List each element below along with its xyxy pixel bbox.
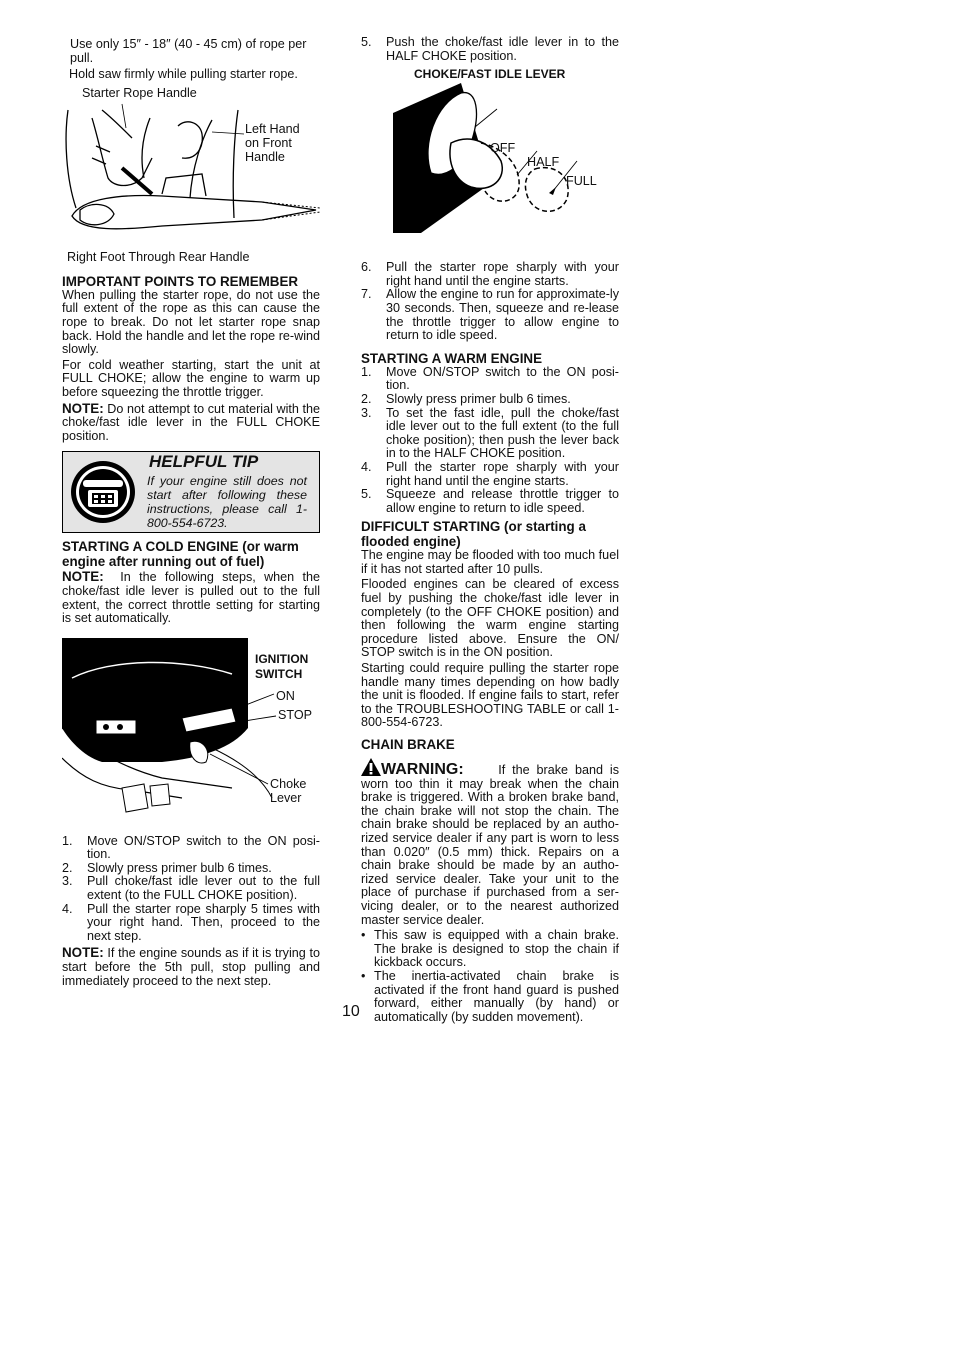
difficult-paragraph-1: The engine may be flooded with too much fuel if it has not started after 10 pulls. (361, 548, 619, 576)
important-paragraph-1: When pulling the starter rope, do not use the full extent of the rope as this can cause the rope to break. Do not let starter rope snap back. Hold the handle and let the rope re-wind slowly. (62, 287, 320, 357)
left-hand-label: Left Hand on Front Handle (245, 121, 300, 164)
cold-engine-note-2 (62, 946, 320, 988)
on-label: ON (276, 688, 295, 703)
warning-text: If the brake band is worn too thin it may break when the chain brake is triggered. With a broken brake band, the chain brake will not stop the chain. The chain brake should be replaced by an autho-rized service dealer if any part is worn to less than 0.020″ (0.5 mm) thick. Repairs on a chain brake should be made by an autho-rized service dealer. Take your unit to the place of purchase if purchased from a ser-vicing dealer, or to the nearest authorized master service dealer. (361, 763, 619, 927)
list-item: 2. Slowly press primer bulb 6 times. (62, 860, 272, 875)
choke-lever-label: Choke Lever (270, 776, 307, 805)
list-item: 3. To set the fast idle, pull the choke/fast idle lever out to the full extent (to the full choke position); then push the lever back in to the HALF CHOKE position. (361, 405, 619, 461)
stop-label: STOP (278, 707, 313, 722)
starting-position-figure (62, 84, 320, 264)
list-item: 7. Allow the engine to run for approximate-ly 30 seconds. Then, squeeze and re-lease the throttle trigger to allow engine to return to idle speed. (361, 287, 619, 343)
difficult-paragraph-2: Flooded engines can be cleared of excess fuel by pushing the choke/fast idle lever in completely (to the OFF CHOKE position) and then following the warm engine starting procedure listed above. Ensure the ON/ STOP switch is in the ON position. (361, 577, 619, 660)
right-column (361, 36, 619, 1024)
chain-brake-bullets (361, 929, 619, 1024)
warm-engine-heading: STARTING A WARM ENGINE (361, 350, 543, 366)
important-note (62, 402, 320, 444)
chain-brake-warning (361, 758, 619, 927)
cold-engine-heading: STARTING A COLD ENGINE (or warm engine after running out of fuel) (62, 539, 299, 570)
choke-lever-figure (361, 65, 619, 241)
ignition-switch-figure (62, 638, 320, 828)
note-label: NOTE: (62, 400, 104, 416)
important-heading: IMPORTANT POINTS TO REMEMBER (62, 273, 299, 289)
list-item: 4. Pull the starter rope sharply 5 times with your right hand. Then, proceed to the next step. (62, 901, 320, 943)
left-column (62, 38, 320, 988)
ignition-switch-label: IGNITION SWITCH (255, 651, 309, 681)
choke-fast-idle-lever-title: CHOKE/FAST IDLE LEVER (414, 67, 566, 82)
list-item: 5. Push the choke/fast idle lever in to the HALF CHOKE position. (361, 35, 619, 63)
list-item: • The inertia-activated chain brake is activated if the front hand guard is pushed forward, either manually (by hand) or automatically (by sudden movement). (361, 968, 619, 1024)
cold-engine-steps (62, 835, 320, 944)
right-foot-label: Right Foot Through Rear Handle (67, 249, 250, 264)
half-label: HALF (527, 155, 560, 170)
starter-rope-handle-label: Starter Rope Handle (82, 85, 197, 100)
helpful-tip-title: HELPFUL TIP (149, 452, 259, 472)
warm-engine-steps (361, 366, 619, 516)
list-item: 1. Move ON/STOP switch to the ON posi-tion. (62, 833, 320, 862)
list-item: 3. Pull choke/fast idle lever out to the full extent (to the FULL CHOKE position). (62, 874, 320, 903)
intro-rope-length: Use only 15″ - 18″ (40 - 45 cm) of rope per pull. (70, 37, 307, 65)
list-item: 1. Move ON/STOP switch to the ON posi-tion. (361, 364, 619, 393)
full-label: FULL (566, 174, 597, 189)
warning-icon (361, 758, 381, 776)
note-label: NOTE: (62, 945, 104, 961)
intro-hold-saw: Hold saw firmly while pulling starter rope. (69, 67, 298, 82)
warning-label: WARNING: (381, 761, 464, 778)
cold-engine-note-2-text: If the engine sounds as if it is trying to start before the 5th pull, stop pulling and immediately proceed to the next step. (62, 946, 320, 988)
telephone-icon (69, 459, 137, 525)
list-item: 2. Slowly press primer bulb 6 times. (361, 391, 571, 406)
cold-engine-note-text: In the following steps, when the choke/fast idle lever is pulled out to the full extent, the correct throttle setting for starting is set automatically. (62, 570, 320, 626)
off-label: OFF (490, 141, 516, 156)
difficult-paragraph-3: Starting could require pulling the starter rope handle many times depending on how badly the unit is flooded. If engine fails to start, refer to the TROUBLESHOOTING TABLE or call 1-800-554-6723. (361, 661, 619, 730)
cold-engine-note (62, 570, 320, 625)
list-item: 5. Squeeze and release throttle trigger to allow engine to return to idle speed. (361, 487, 619, 515)
page-number: 10 (342, 1003, 360, 1020)
difficult-starting-heading: DIFFICULT STARTING (or starting a flooded engine) (361, 519, 586, 550)
chainsaw-start-illustration (62, 98, 322, 248)
helpful-tip-box (62, 451, 320, 533)
choke-lever-illustration (391, 83, 611, 241)
list-item: • This saw is equipped with a chain brake. The brake is designed to stop the chain if kickback occurs. (361, 928, 619, 970)
helpful-tip-text: If your engine still does not start after following these instructions, please call 1-800-554-6723. (147, 474, 307, 531)
important-note-text: Do not attempt to cut material with the choke/fast idle lever in the FULL CHOKE position. (62, 401, 320, 443)
important-paragraph-2: For cold weather starting, start the unit at FULL CHOKE; allow the engine to warm up before squeezing the throttle trigger. (62, 357, 320, 399)
step-5-list (361, 36, 619, 63)
note-label: NOTE: (62, 569, 104, 585)
list-item: 4. Pull the starter rope sharply with your right hand until the engine starts. (361, 459, 619, 488)
steps-6-7 (361, 261, 619, 343)
chain-brake-heading: CHAIN BRAKE (361, 737, 455, 752)
list-item: 6. Pull the starter rope sharply with your right hand until the engine starts. (361, 260, 619, 288)
